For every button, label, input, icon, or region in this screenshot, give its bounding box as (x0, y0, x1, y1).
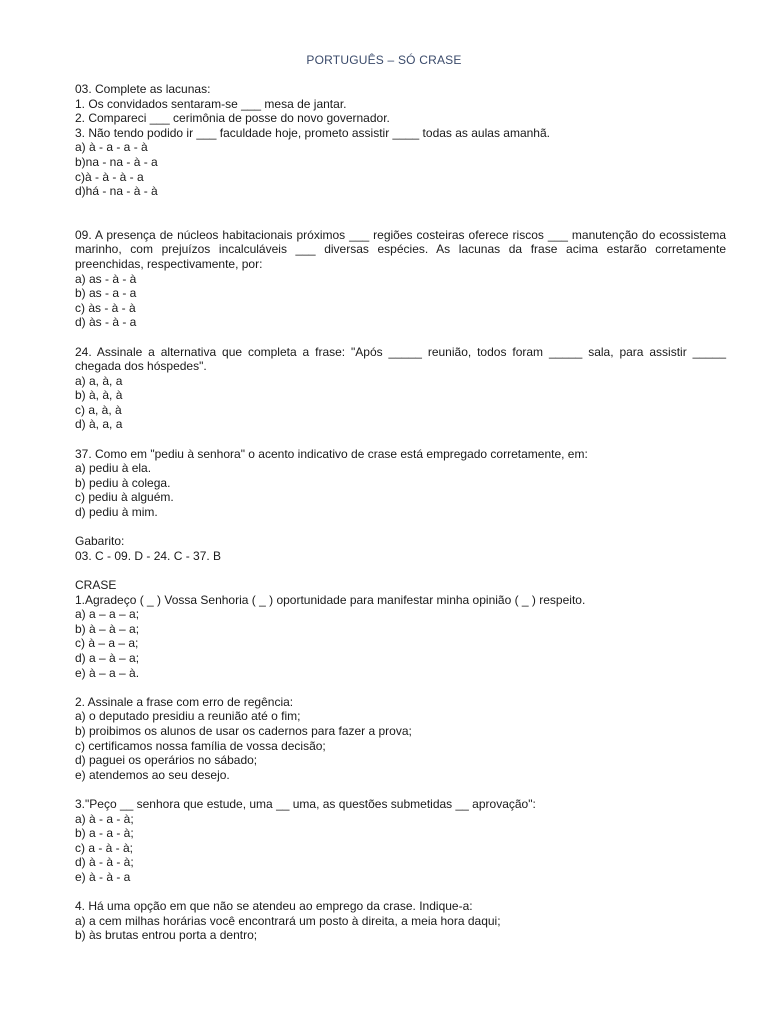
document-content (75, 82, 726, 957)
option-c: c)à - à - à - a (75, 169, 144, 184)
crase-question-3 (75, 797, 726, 885)
option-b: b) às brutas entrou porta a dentro; (75, 928, 258, 943)
question-line: 3. Não tendo podido ir ___ faculdade hoje, prometo assistir ____ todas as aulas amanhã. (75, 125, 550, 140)
option-b: b) proibimos os alunos de usar os cadernos para fazer a prova; (75, 723, 412, 738)
option-e: e) à – a – à. (75, 665, 140, 680)
option-d: d) a – à – a; (75, 650, 140, 665)
question-heading: 4. Há uma opção em que não se atendeu ao emprego da crase. Indique-a: (75, 899, 473, 914)
option-c: c) a - à - à; (75, 840, 134, 855)
page-title: PORTUGUÊS – SÓ CRASE (306, 53, 462, 67)
option-b: b)na - na - à - a (75, 154, 158, 169)
question-line: 1. Os convidados sentaram-se ___ mesa de jantar. (75, 96, 347, 111)
option-a: a) a – a – a; (75, 607, 140, 622)
option-b: b) pediu à colega. (75, 475, 171, 490)
answer-key-values: 03. C - 09. D - 24. C - 37. B (75, 548, 222, 563)
option-d: d) à - à - à; (75, 855, 134, 870)
option-b: b) as - a - a (75, 286, 137, 301)
option-e: e) atendemos ao seu desejo. (75, 767, 230, 782)
option-a: a) a cem milhas horárias você encontrará um posto à direita, a meia hora daqui; (75, 913, 501, 928)
option-a: a) o deputado presidiu a reunião até o fim; (75, 709, 301, 724)
crase-question-4 (75, 899, 726, 943)
crase-question-1 (75, 578, 726, 680)
question-heading: 37. Como em "pediu à senhora" o acento indicativo de crase está empregado corretamente, em: (75, 446, 588, 461)
answer-key-heading: Gabarito: (75, 534, 125, 549)
option-d: d)há - na - à - à (75, 184, 158, 199)
option-e: e) à - à - a (75, 869, 131, 884)
option-a: a) pediu à ela. (75, 461, 152, 476)
option-c: c) à – a – a; (75, 636, 139, 651)
question-09 (75, 228, 726, 330)
answer-key (75, 534, 726, 563)
option-a: a) a, à, a (75, 373, 123, 388)
question-heading: 03. Complete as lacunas: (75, 82, 211, 96)
option-c: c) pediu à alguém. (75, 490, 174, 505)
question-heading: 3."Peço __ senhora que estude, uma __ uma, as questões submetidas __ aprovação": (75, 796, 536, 811)
question-heading: 2. Assinale a frase com erro de regência: (75, 694, 294, 709)
option-b: b) à – à – a; (75, 621, 140, 636)
option-b: b) à, à, à (75, 388, 123, 403)
question-line: 2. Compareci ___ cerimônia de posse do novo governador. (75, 111, 390, 126)
question-paragraph: 09. A presença de núcleos habitacionais próximos ___ regiões costeiras oferece riscos ___ manutenção do ecossistema marinho, com prejuízos incalculáveis ___ diversas espécies. As lacunas da frase acima estarão corretamente preenchidas, respectivamente, por: (75, 227, 726, 271)
option-a: a) as - à - à (75, 271, 137, 286)
question-03 (75, 82, 726, 199)
option-a: a) à - a - à; (75, 811, 134, 826)
option-b: b) a - a - à; (75, 826, 134, 841)
section-heading: CRASE (75, 578, 117, 592)
option-d: d) paguei os operários no sábado; (75, 753, 258, 768)
option-c: c) a, à, à (75, 402, 122, 417)
question-paragraph: 24. Assinale a alternativa que completa a frase: "Após _____ reunião, todos foram _____ sala, para assistir _____ chegada dos hóspedes". (75, 344, 726, 374)
option-c: c) às - à - à (75, 300, 136, 315)
question-24 (75, 345, 726, 433)
option-d: d) às - à - a (75, 315, 137, 330)
option-d: d) pediu à mim. (75, 505, 158, 520)
crase-question-2 (75, 695, 726, 783)
question-37 (75, 447, 726, 520)
question-heading: 1.Agradeço ( _ ) Vossa Senhoria ( _ ) oportunidade para manifestar minha opinião ( _ ) respeito. (75, 592, 586, 607)
option-d: d) à, a, a (75, 417, 123, 432)
option-c: c) certificamos nossa família de vossa decisão; (75, 738, 326, 753)
option-a: a) à - a - a - à (75, 140, 148, 155)
